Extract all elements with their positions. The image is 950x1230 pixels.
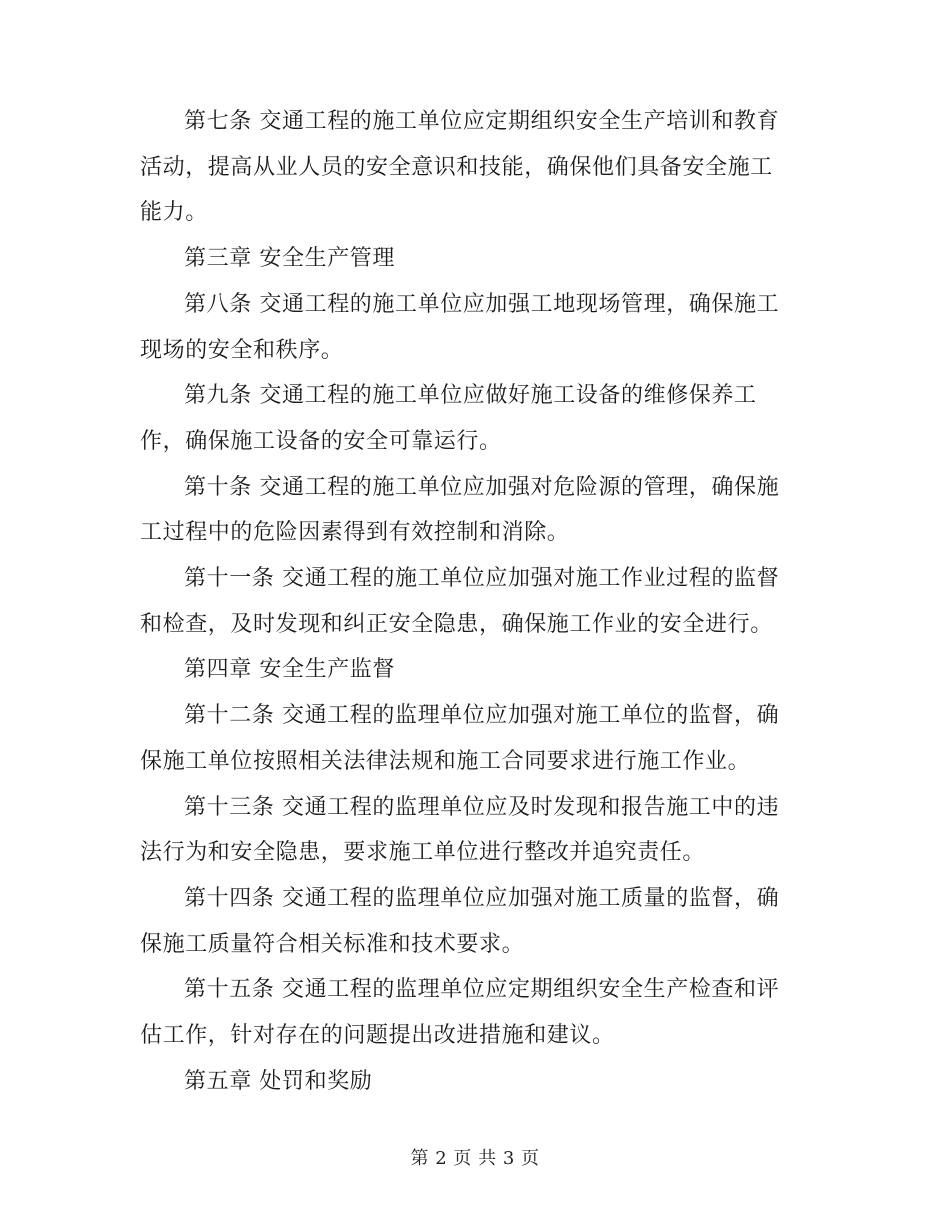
page-number: 第 2 页 共 3 页 [410,1148,540,1169]
article-15 [140,967,808,1058]
text-line: 第十三条 交通工程的监理单位应及时发现和报告施工中的违 [184,794,780,820]
text-line: 第十四条 交通工程的监理单位应加强对施工质量的监督，确 [184,885,780,911]
article-10 [140,465,808,556]
text-line: 第七条 交通工程的施工单位应定期组织安全生产培训和教育 [184,109,780,134]
text-line: 第五章 处罚和奖励 [184,1068,373,1094]
text-line: 法行为和安全隐患，要求施工单位进行整改并追究责任。 [140,840,706,866]
text-line: 工过程中的危险因素得到有效控制和消除。 [140,520,570,546]
text-line: 第十五条 交通工程的监理单位应定期组织安全生产检查和评 [184,977,780,1003]
text-line: 现场的安全和秩序。 [140,337,344,363]
article-14 [140,876,808,967]
article-8 [140,282,808,373]
document-body [140,99,808,1104]
article-9 [140,373,808,464]
text-line: 活动，提高从业人员的安全意识和技能，确保他们具备安全施工 [140,154,773,180]
text-line: 第八条 交通工程的施工单位应加强工地现场管理，确保施工 [184,291,780,317]
text-line: 和检查，及时发现和纠正安全隐患，确保施工作业的安全进行。 [140,611,773,637]
text-line: 能力。 [140,200,208,226]
article-13 [140,785,808,876]
chapter-5-heading [140,1059,808,1105]
article-11 [140,556,808,647]
text-line: 估工作，针对存在的问题提出改进措施和建议。 [140,1023,615,1049]
article-7 [140,99,808,236]
article-12 [140,693,808,784]
chapter-3-heading [140,236,808,282]
text-line: 第九条 交通工程的施工单位应做好施工设备的维修保养工 [184,383,757,409]
text-line: 保施工质量符合相关标准和技术要求。 [140,931,525,957]
text-line: 作，确保施工设备的安全可靠运行。 [140,428,502,454]
text-line: 保施工单位按照相关法律法规和施工合同要求进行施工作业。 [140,748,751,774]
chapter-4-heading [140,647,808,693]
text-line: 第十二条 交通工程的监理单位应加强对施工单位的监督，确 [184,703,780,729]
text-line: 第十一条 交通工程的施工单位应加强对施工作业过程的监督 [184,566,780,592]
text-line: 第十条 交通工程的施工单位应加强对危险源的管理，确保施 [184,474,780,500]
page-footer [0,1146,950,1172]
text-line: 第三章 安全生产管理 [184,246,395,272]
text-line: 第四章 安全生产监督 [184,657,395,683]
